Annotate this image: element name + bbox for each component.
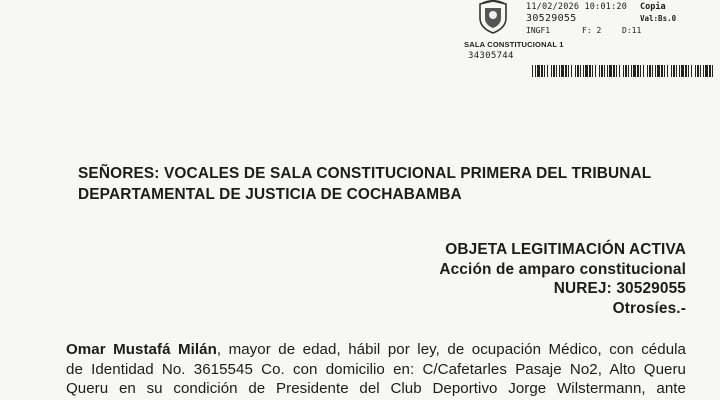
body-line: de Identidad No. 3615545 Co. con domicilio en: C/Cafetarles Pasaje No2, Alto Queru (66, 360, 686, 378)
addressee-line: SEÑORES: VOCALES DE SALA CONSTITUCIONAL PRIMERA DEL TRIBUNAL (78, 165, 652, 182)
body-paragraph (66, 340, 686, 399)
stamp-nurej: 30529055 (526, 13, 577, 24)
stamp-d: D:11 (622, 26, 642, 35)
stamp-sala: SALA CONSTITUCIONAL 1 (464, 40, 564, 49)
tail-line: Acción de amparo constitucional (439, 260, 686, 278)
coat-of-arms-icon (476, 0, 510, 34)
body-line-rest: , mayor de edad, hábil por ley, de ocupación Médico, con cédula (216, 341, 686, 358)
body-line (66, 340, 686, 360)
stamp-f: F: 2 (582, 26, 602, 35)
stamp-ingf: INGF1 (526, 26, 551, 35)
tail-line: OBJETA LEGITIMACIÓN ACTIVA (445, 241, 686, 258)
filing-stamp (462, 0, 720, 80)
body-line: Queru en su condición de Presidente del Club Deportivo Jorge Wilstermann, ante (66, 380, 686, 397)
stamp-value: Val:Bs.0 (640, 14, 677, 23)
petitioner-name: Omar Mustafá Milán (66, 341, 217, 358)
document-tail (439, 240, 686, 318)
addressee-line: DEPARTAMENTAL DE JUSTICIA DE COCHABAMBA (78, 186, 462, 203)
tail-line: NUREJ: 30529055 (553, 280, 686, 297)
stamp-datetime: 11/02/2026 10:01:20 (526, 2, 628, 12)
addressee-heading (78, 163, 698, 205)
tail-line: Otrosíes.- (612, 299, 686, 317)
stamp-copy-label: Copia (640, 2, 666, 12)
stamp-code: 34305744 (468, 51, 514, 61)
barcode-icon (532, 65, 714, 77)
